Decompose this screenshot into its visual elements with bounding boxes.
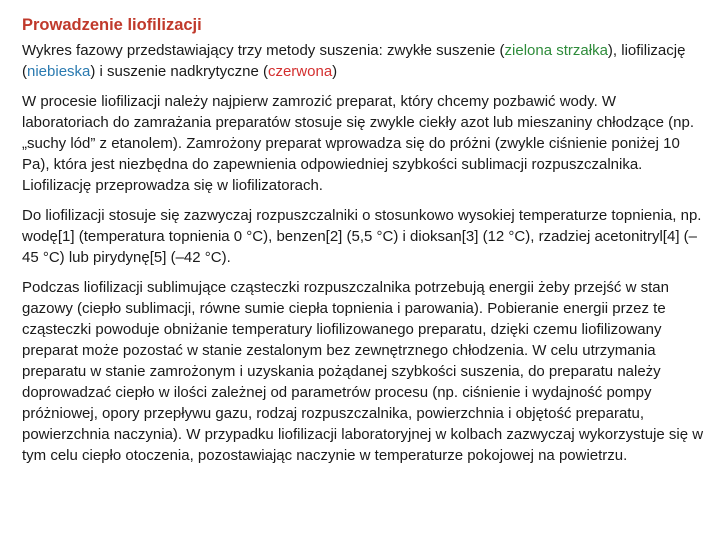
blue-arrow-label: niebieska <box>27 63 91 80</box>
paragraph-solvents: Do liofilizacji stosuje się zazwyczaj rozpuszczalniki o stosunkowo wysokiej temperaturze topnienia, np. wodę[1] (temperatura topnienia 0 °C), benzen[2] (5,5 °C) i dioksan[3] (12 °C), rzadziej acetonitryl[4] (–45 °C) lub pirydynę[5] (–42 °C). <box>22 207 702 266</box>
green-arrow-label: zielona strzałka <box>504 42 608 59</box>
page-title: Prowadzenie liofilizacji <box>22 16 202 34</box>
intro-text-2: ), liofilizację ( <box>22 42 686 80</box>
intro-text-1: Wykres fazowy przedstawiający trzy metody suszenia: zwykłe suszenie ( <box>22 42 505 59</box>
intro-text-4: ) <box>332 63 338 80</box>
intro-paragraph <box>22 40 706 82</box>
paragraph-sublimation: Podczas liofilizacji sublimujące cząsteczki rozpuszczalnika potrzebują energii żeby przejść w stan gazowy (ciepło sublimacji, równe sumie ciepła topnienia i parowania). Pobieranie energii przez te cząsteczki powoduje obniżanie temperatury liofilizowanego preparatu, dzięki czemu liofilizowany preparat może pozostać w stanie zestalonym bez zewnętrznego chłodzenia. W celu utrzymania preparatu w stanie zamrożonym i uzyskania pożądanej szybkości suszenia, do preparatu należy doprowadzać ciepło w ilości zależnej od parametrów procesu (np. ciśnienie i wydajność pompy próżniowej, opory przepływu gazu, rodzaj rozpuszczalnika, powierzchnia i objętość preparatu, powierzchnia naczynia). W przypadku liofilizacji laboratoryjnej w kolbach zazwyczaj wykorzystuje się w tym celu ciepło otoczenia, pozostawiając naczynie w temperaturze pokojowej na powietrzu. <box>22 279 704 464</box>
red-arrow-label: czerwona <box>267 63 333 80</box>
slide-content <box>22 14 706 475</box>
intro-text-3: ) i suszenie nadkrytyczne ( <box>90 63 268 80</box>
paragraph-freezing: W procesie liofilizacji należy najpierw zamrozić preparat, który chcemy pozbawić wody. W laboratoriach do zamrażania preparatów stosuje się zwykle ciekły azot lub mieszaniny chłodzące (np. „suchy lód” z etanolem). Zamrożony preparat wprowadza się do próżni (zwykle ciśnienie poniżej 10 Pa), która jest niezbędna do zapewnienia odpowiedniej szybkości sublimacji rozpuszczalnika. Liofilizację przeprowadza się w liofilizatorach. <box>22 93 694 194</box>
